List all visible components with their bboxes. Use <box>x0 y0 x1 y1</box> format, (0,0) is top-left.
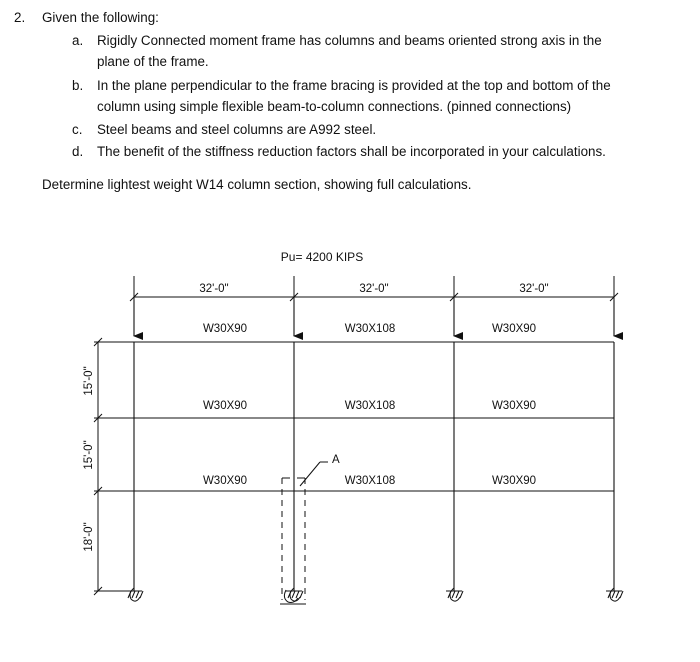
item-b-line-2: column using simple flexible beam-to-column connections. (pinned connections) <box>97 99 572 114</box>
column-tag-leader <box>300 462 328 486</box>
second-beam-1-label: W30X90 <box>202 400 248 412</box>
bay-dim-1: 32'-0" <box>199 283 229 295</box>
task-statement: Determine lightest weight W14 column section, showing full calculations. <box>42 177 472 192</box>
out-of-plane-brace-detail <box>280 478 306 604</box>
load-label: Pu= 4200 KIPS <box>280 250 364 264</box>
item-label-b: b. <box>72 78 84 93</box>
first-beam-2-label: W30X108 <box>344 475 396 487</box>
roof-beam-2-label: W30X108 <box>344 323 396 335</box>
item-c-line-1: Steel beams and steel columns are A992 steel. <box>97 122 377 137</box>
roof-beam-1-label: W30X90 <box>202 323 248 335</box>
item-label-d: d. <box>72 144 84 159</box>
story-dim-middle: 15'-0" <box>83 440 95 470</box>
item-d-line-1: The benefit of the stiffness reduction factors shall be incorporated in your calculations. <box>97 144 606 159</box>
moment-frame <box>122 342 614 591</box>
item-label-a: a. <box>72 33 84 48</box>
first-beam-1-label: W30X90 <box>202 475 248 487</box>
roof-beam-3-label: W30X90 <box>491 323 537 335</box>
column-tag-label: A <box>332 454 340 466</box>
problem-number: 2. <box>14 10 26 25</box>
second-beam-3-label: W30X90 <box>491 400 537 412</box>
bay-dim-2: 32'-0" <box>359 283 389 295</box>
bay-dim-3: 32'-0" <box>519 283 549 295</box>
story-dimension-line <box>94 338 134 595</box>
second-beam-2-label: W30X108 <box>344 400 396 412</box>
item-label-c: c. <box>72 122 83 137</box>
item-a-line-1: Rigidly Connected moment frame has columns and beams oriented strong axis in the <box>97 33 602 48</box>
item-a-line-2: plane of the frame. <box>97 54 209 69</box>
problem-intro: Given the following: <box>42 10 159 25</box>
story-dim-bottom: 18'-0" <box>83 522 95 552</box>
first-beam-3-label: W30X90 <box>491 475 537 487</box>
story-dim-top: 15'-0" <box>83 366 95 396</box>
item-b-line-1: In the plane perpendicular to the frame bracing is provided at the top and bottom of the <box>97 78 611 93</box>
